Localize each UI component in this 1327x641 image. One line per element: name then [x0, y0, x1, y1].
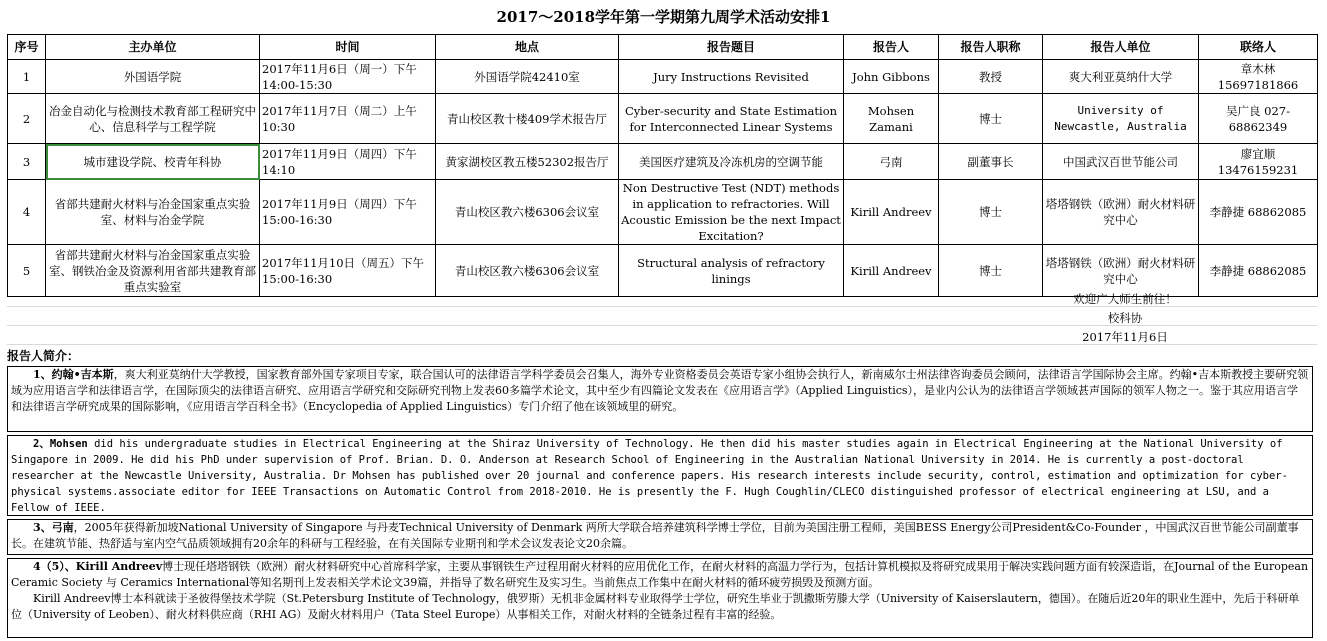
- cell-no[interactable]: 3: [8, 144, 46, 180]
- header-cell[interactable]: 报告人: [844, 35, 939, 60]
- cell-speaker[interactable]: John Gibbons: [844, 60, 939, 94]
- header-cell[interactable]: 联络人: [1199, 35, 1318, 60]
- bio-lead: 3、弓南: [33, 521, 74, 534]
- header-cell[interactable]: 报告人职称: [939, 35, 1043, 60]
- table-row: [8, 60, 1318, 94]
- cell-time[interactable]: 2017年11月9日（周四）下午14:10: [260, 144, 436, 180]
- cell-topic[interactable]: Structural analysis of refractory linings: [619, 245, 844, 297]
- header-row: [8, 35, 1318, 60]
- bio-text: ，2005年获得新加坡National University of Singapore 与丹麦Technical University of Denmark 两所大学联合培养建筑科学博士学位，目前为美国注册工程师，美国BESS Energy公司President&Co-Founder ，中国武汉百世节能公司副董事长。在建筑节能、热舒适与室内空气品质领域拥有20余年的科研与工程经验，在有关国际专业期刊和学术会议发表论文20余篇。: [11, 521, 1299, 550]
- cell-time[interactable]: 2017年11月7日（周二）上午10:30: [260, 94, 436, 144]
- bio-text: did his undergraduate studies in Electrical Engineering at the Shiraz University of Technology. He then did his master studies again in Electrical Engineering at the National University of Singapore in 2009. He did his PhD under supervision of Prof. Brian. D. O. Anderson at Research School of Engineering in the Australian National University in 2014. He is currently a post-doctoral researcher at the Newcastle University, Australia. Dr Mohsen has published over 20 journal and conference papers. His research interests include security, control, estimation and optimization for cyber-physical systems.associate editor for IEEE Transactions on Automatic Control from 2018-2010. He is presently the F. Hugh Coughlin/CLECO distinguished professor of electrical engineering at LSU, and a Fellow of IEEE.: [11, 438, 1288, 514]
- cell-place[interactable]: 青山校区教十楼409学术报告厅: [436, 94, 619, 144]
- cell-contact[interactable]: 吴广良 027-68862349: [1199, 94, 1318, 144]
- cell-speaker[interactable]: Mohsen Zamani: [844, 94, 939, 144]
- cell-speaker[interactable]: Kirill Andreev: [844, 180, 939, 245]
- cell-contact[interactable]: 廖宜顺13476159231: [1199, 144, 1318, 180]
- header-cell[interactable]: 序号: [8, 35, 46, 60]
- cell-speaker[interactable]: Kirill Andreev: [844, 245, 939, 297]
- footer-date: 2017年11月6日: [1082, 330, 1168, 344]
- cell-time[interactable]: 2017年11月10日（周五）下午15:00-16:30: [260, 245, 436, 297]
- table-row: [8, 245, 1318, 297]
- cell-place[interactable]: 外国语学院42410室: [436, 60, 619, 94]
- cell-contact[interactable]: 李静捷 68862085: [1199, 245, 1318, 297]
- cell-speaker[interactable]: 弓南: [844, 144, 939, 180]
- cell-no[interactable]: 1: [8, 60, 46, 94]
- cell-topic[interactable]: Cyber-security and State Estimation for Interconnected Linear Systems: [619, 94, 844, 144]
- cell-time[interactable]: 2017年11月9日（周四）下午15:00-16:30: [260, 180, 436, 245]
- table-row: [8, 144, 1318, 180]
- header-cell[interactable]: 报告人单位: [1043, 35, 1199, 60]
- bio-text: ，爽大利亚莫纳什大学教授，国家教育部外国专家项目专家，联合国认可的法律语言学科学委员会召集人，海外专业资格委员会英语专家小组协会执行人，新南威尔士州法律咨询委员会顾问，法律语言学国际协会主席。约翰•吉本斯教授主要研究领域为应用语言学和法律语言学，在国际顶尖的法律语言研究、应用语言学研究和交际研究刊物上发表60多篇学术论文，其中至少有四篇论文发表在《应用语言学》（Applied Linguistics），是业内公认为的法律语言学领域甚声国际的领军人物之一。鉴于其应用语言学和法律语言学研究成果的国际影响，《应用语言学百科全书》（Encyclopedia of Applied Linguistics）专门介绍了他在该领域里的研究。: [11, 368, 1309, 413]
- cell-rank[interactable]: 副董事长: [939, 144, 1043, 180]
- bio-paragraph-1[interactable]: [7, 366, 1313, 432]
- cell-place[interactable]: 黄家湖校区教五楼52302报告厅: [436, 144, 619, 180]
- table-row: [8, 94, 1318, 144]
- bio-lead: 4（5）、Kirill Andreev: [33, 560, 163, 573]
- cell-contact[interactable]: 章木林 15697181866: [1199, 60, 1318, 94]
- cell-no[interactable]: 5: [8, 245, 46, 297]
- header-cell[interactable]: 地点: [436, 35, 619, 60]
- cell-host[interactable]: 冶金自动化与检测技术教育部工程研究中心、信息科学与工程学院: [46, 94, 260, 144]
- cell-topic[interactable]: Non Destructive Test (NDT) methods in application to refractories. Will Acoustic Emission be the next Impact Excitation?: [619, 180, 844, 245]
- cell-time[interactable]: 2017年11月6日（周一）下午14:00-15:30: [260, 60, 436, 94]
- cell-topic[interactable]: Jury Instructions Revisited: [619, 60, 844, 94]
- header-cell[interactable]: 报告题目: [619, 35, 844, 60]
- cell-place[interactable]: 青山校区教六楼6306会议室: [436, 180, 619, 245]
- cell-host[interactable]: 外国语学院: [46, 60, 260, 94]
- cell-no[interactable]: 2: [8, 94, 46, 144]
- cell-contact[interactable]: 李静捷 68862085: [1199, 180, 1318, 245]
- cell-host-selected[interactable]: 城市建设学院、校青年科协: [46, 144, 260, 180]
- cell-no[interactable]: 4: [8, 180, 46, 245]
- bio-paragraph-4[interactable]: [7, 558, 1313, 638]
- cell-org[interactable]: 中国武汉百世节能公司: [1043, 144, 1199, 180]
- table-row: [8, 180, 1318, 245]
- header-cell[interactable]: 主办单位: [46, 35, 260, 60]
- schedule-table: [7, 34, 1318, 297]
- bio-paragraph-2[interactable]: [7, 435, 1313, 516]
- cell-rank[interactable]: 博士: [939, 245, 1043, 297]
- bio-text: Kirill Andreev博士本科就读于圣彼得堡技术学院（St.Petersburg Institute of Technology，俄罗斯）无机非金属材料专业取得学士学位，研究生毕业于凯撒斯劳滕大学（University of Kaiserslautern，德国）。在随后近20年的职业生涯中，先后于科研单位（University of Leoben）、耐火材料供应商（RHI AG）及耐火材料用户（Tata Steel Europe）从事相关工作，对耐火材料的全链条过程有丰富的经验。: [11, 592, 1300, 621]
- cell-host[interactable]: 省部共建耐火材料与冶金国家重点实验室、材料与冶金学院: [46, 180, 260, 245]
- bio-paragraph-3[interactable]: [7, 519, 1313, 555]
- cell-org[interactable]: University of Newcastle, Australia: [1043, 94, 1199, 144]
- header-cell[interactable]: 时间: [260, 35, 436, 60]
- signer-text: 校科协: [1107, 311, 1143, 325]
- cell-topic[interactable]: 美国医疗建筑及冷冻机房的空调节能: [619, 144, 844, 180]
- welcome-text: 欢迎广大师生前往！: [1073, 292, 1177, 306]
- cell-org[interactable]: 爽大利亚莫纳什大学: [1043, 60, 1199, 94]
- cell-place[interactable]: 青山校区教六楼6306会议室: [436, 245, 619, 297]
- cell-org[interactable]: 塔塔钢铁（欧洲）耐火材料研究中心: [1043, 180, 1199, 245]
- page-title: 2017～2018学年第一学期第九周学术活动安排1: [496, 8, 831, 26]
- bio-lead: 1、约翰•吉本斯: [33, 368, 114, 381]
- cell-rank[interactable]: 博士: [939, 180, 1043, 245]
- bio-text: 博士现任塔塔钢铁（欧洲）耐火材料研究中心首席科学家，主要从事钢铁生产过程用耐火材料的应用优化工作，在耐火材料的高温力学行为，包括计算机模拟及将研究成果用于解决实践问题方面有较深造诣，在Journal of the European Ceramic Society 与 Ceramics International等知名期刊上发表相关学术论文39篇，并指导了数名研究生及实习生。当前焦点工作集中在耐火材料的循环疲劳损毁及预测方面。: [11, 560, 1309, 589]
- cell-org[interactable]: 塔塔钢铁（欧洲）耐火材料研究中心: [1043, 245, 1199, 297]
- cell-host[interactable]: 省部共建耐火材料与冶金国家重点实验室、钢铁冶金及资源利用省部共建教育部重点实验室: [46, 245, 260, 297]
- cell-rank[interactable]: 教授: [939, 60, 1043, 94]
- bio-heading: 报告人简介：: [7, 349, 80, 363]
- cell-rank[interactable]: 博士: [939, 94, 1043, 144]
- bio-lead: 2、Mohsen: [33, 438, 88, 450]
